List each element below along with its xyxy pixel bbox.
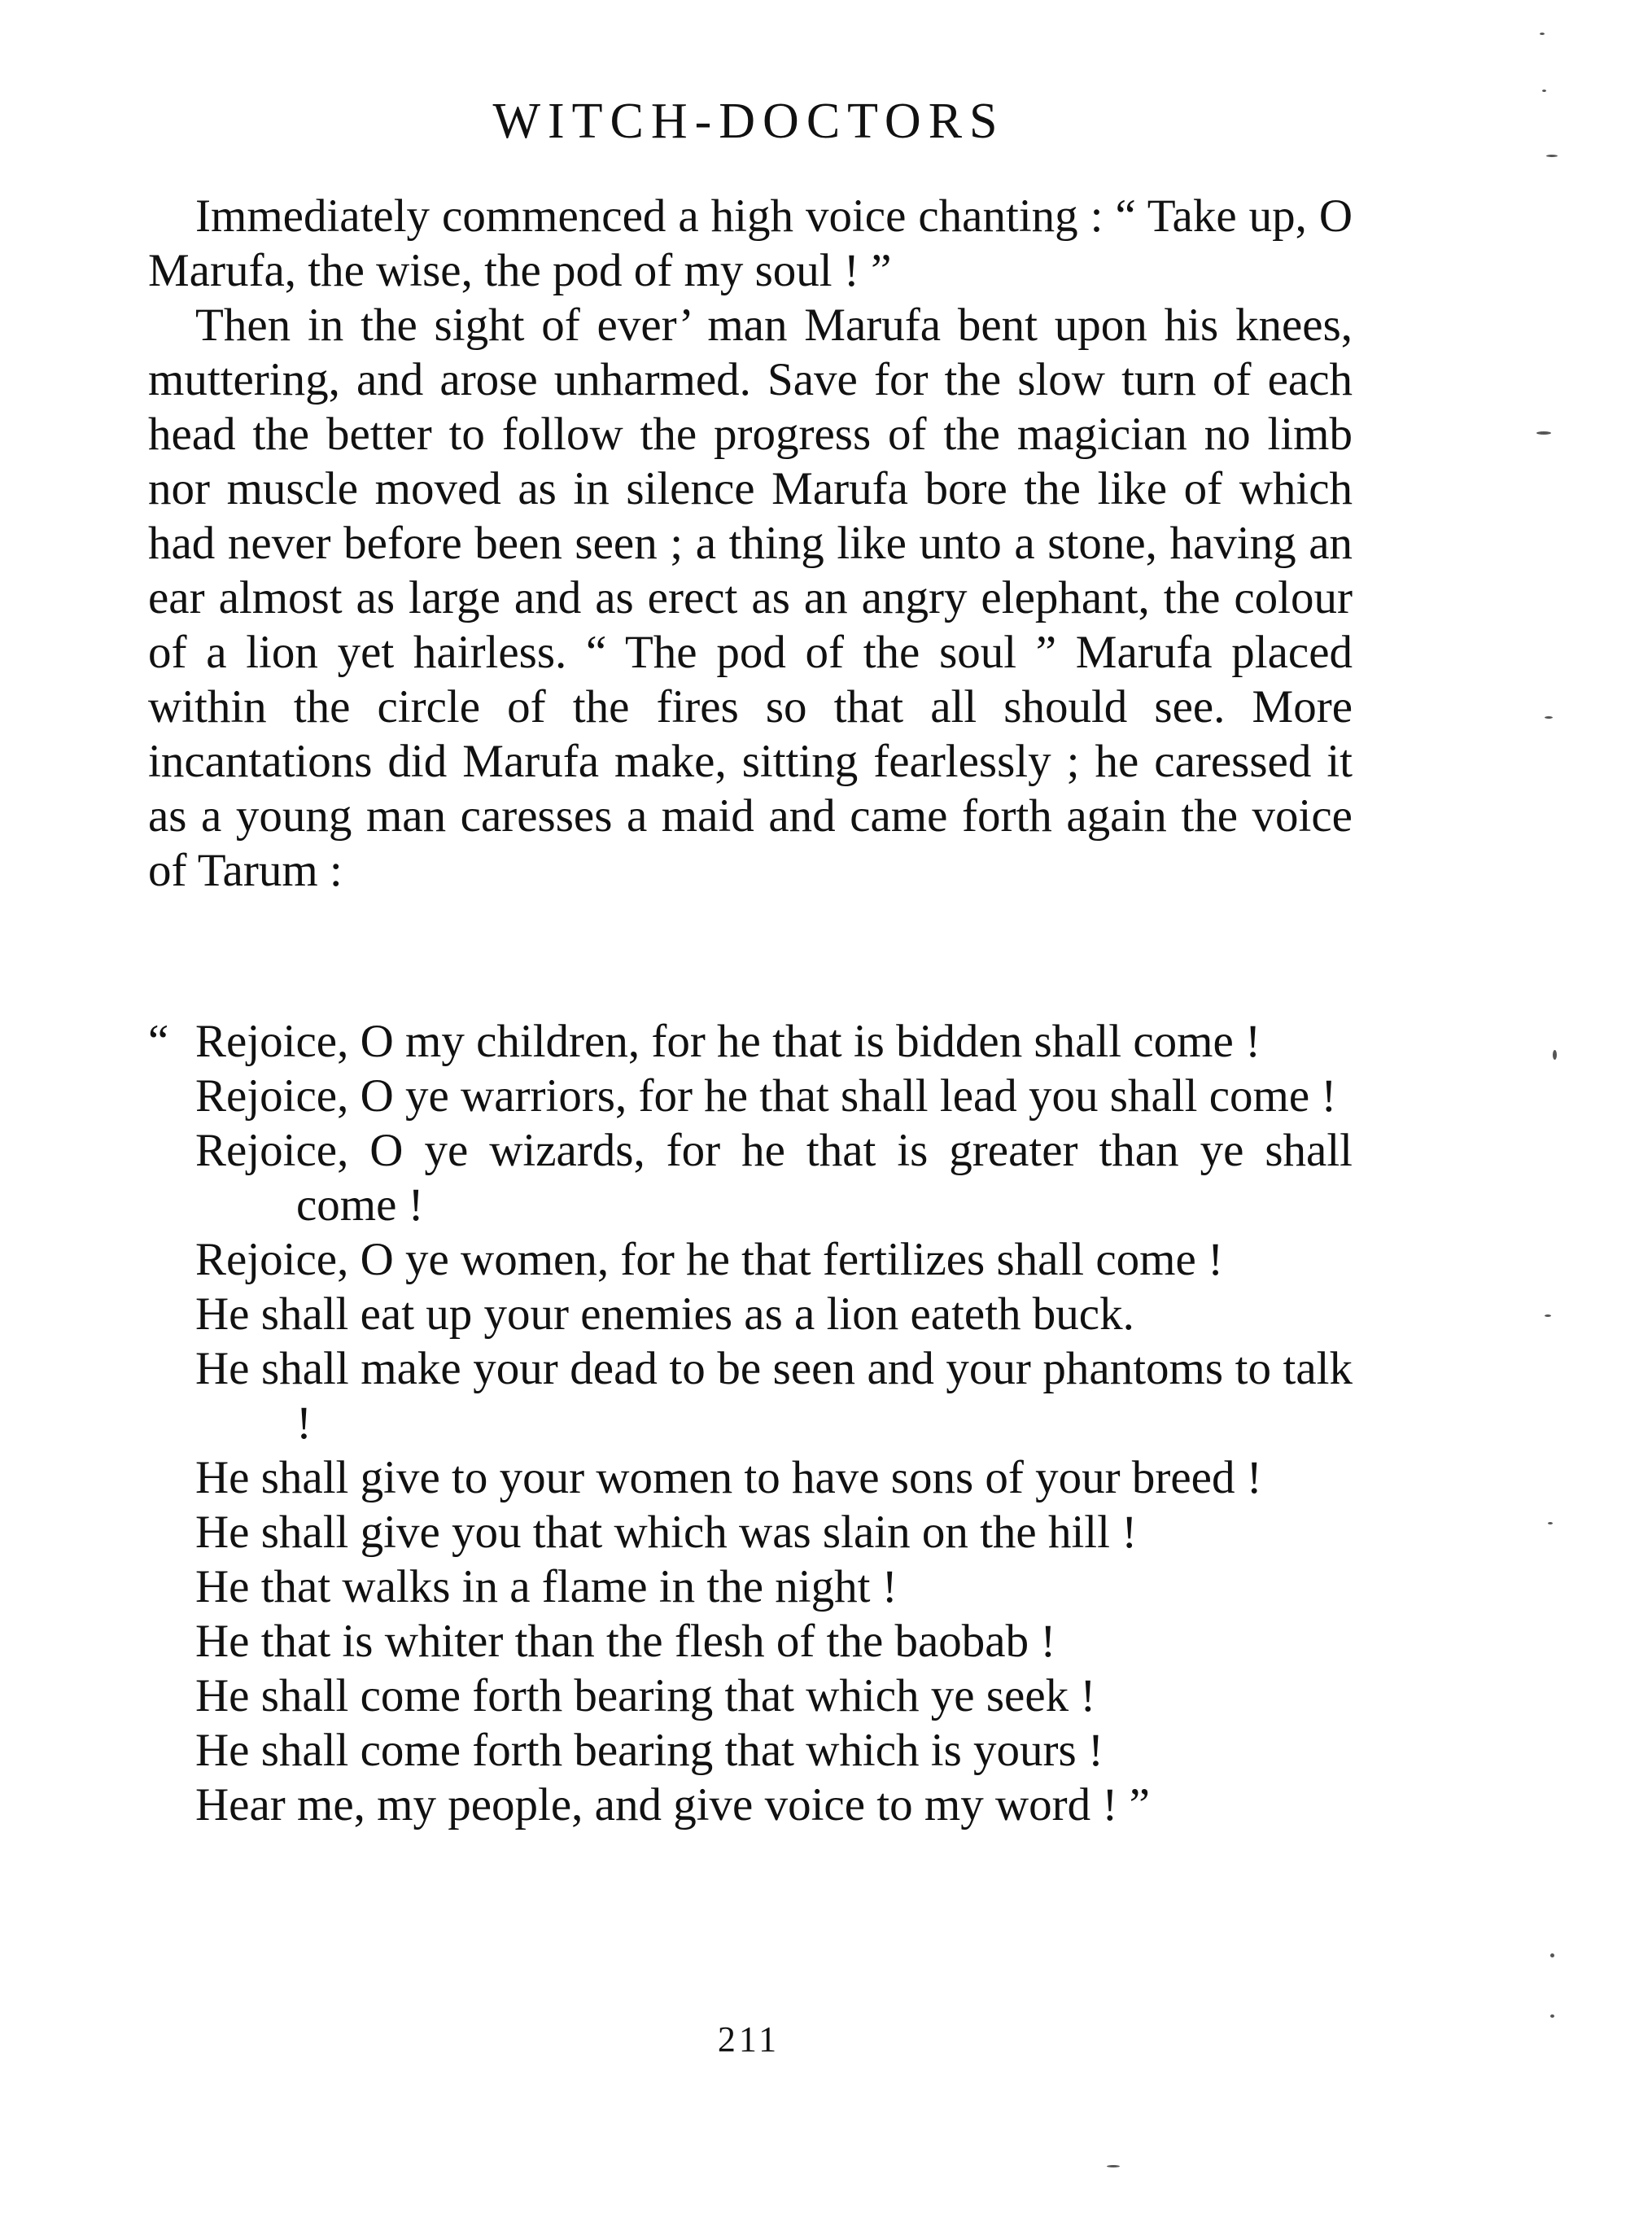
verse-line bbox=[148, 1014, 1353, 1069]
verse-line: He shall make your dead to be seen and your phantoms to talk ! bbox=[195, 1343, 1353, 1449]
verse-line: He shall eat up your enemies as a lion eateth buck. bbox=[195, 1288, 1134, 1340]
running-head: WITCH-DOCTORS bbox=[492, 94, 1005, 149]
verse-line: He shall come forth bearing that which ye seek ! bbox=[195, 1670, 1096, 1721]
scan-speck bbox=[1536, 431, 1551, 435]
scan-speck bbox=[1550, 2014, 1554, 2018]
prose-block bbox=[148, 189, 1353, 898]
verse-line: He shall come forth bearing that which is yours ! bbox=[195, 1725, 1104, 1776]
page-number: 211 bbox=[717, 2019, 780, 2059]
scan-speck bbox=[1553, 1050, 1557, 1060]
verse-line: Rejoice, O ye women, for he that fertilizes shall come ! bbox=[195, 1234, 1224, 1285]
scan-speck bbox=[1540, 33, 1545, 35]
paragraph-marufa: Then in the sight of ever’ man Marufa bent upon his knees, muttering, and arose unharmed. Save for the slow turn of each head the better to follow the progress of the magician no limb nor muscle moved as in silence Marufa bore the like of which had never before been seen ; a thing like unto a stone, having an ear almost as large and as erect as an angry elephant, the colour of a lion yet hairless. “ The pod of the soul ” Marufa placed within the circle of the fires so that all should see. More incantations did Marufa make, sitting fearlessly ; he caressed it as a young man caresses a maid and came forth again the voice of Tarum : bbox=[148, 300, 1353, 896]
scan-speck bbox=[1542, 90, 1546, 92]
verse-line: He that is whiter than the flesh of the baobab ! bbox=[195, 1616, 1056, 1667]
chant-verse bbox=[148, 1014, 1353, 1832]
scan-speck bbox=[1107, 2165, 1120, 2167]
scan-speck bbox=[1550, 1953, 1554, 1957]
scan-speck bbox=[1545, 716, 1553, 719]
verse-line: He shall give to your women to have sons of your breed ! bbox=[195, 1452, 1262, 1503]
verse-line: Rejoice, O ye warriors, for he that shall lead you shall come ! bbox=[195, 1070, 1337, 1122]
scan-speck bbox=[1546, 155, 1558, 157]
verse-line: He shall give you that which was slain on the hill ! bbox=[195, 1507, 1138, 1558]
scan-speck bbox=[1548, 1522, 1553, 1524]
paragraph-chant-intro: Immediately commenced a high voice chanting : “ Take up, O Marufa, the wise, the pod of my soul ! ” bbox=[148, 190, 1353, 296]
scan-speck bbox=[1545, 1314, 1551, 1317]
verse-line-text: Rejoice, O my children, for he that is bidden shall come ! bbox=[195, 1016, 1261, 1067]
verse-line: Hear me, my people, and give voice to my word ! ” bbox=[195, 1779, 1150, 1831]
opening-quote: “ bbox=[148, 1016, 169, 1067]
verse-line: He that walks in a flame in the night ! bbox=[195, 1561, 898, 1612]
verse-line: Rejoice, O ye wizards, for he that is greater than ye shall come ! bbox=[195, 1125, 1353, 1231]
